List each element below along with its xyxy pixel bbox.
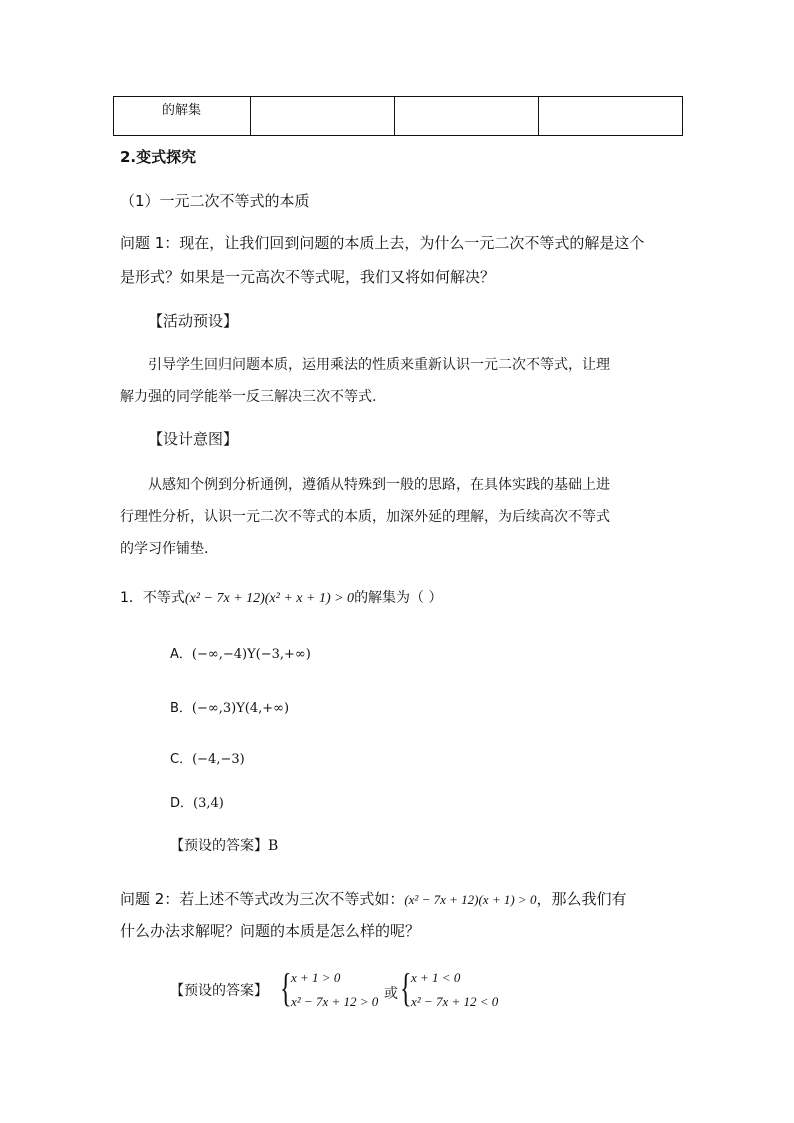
design-line-3: 的学习作铺垫.	[120, 541, 209, 557]
design-line-2: 行理性分析，认识一元二次不等式的本质，加深外延的理解，为后续高次不等式	[120, 509, 610, 525]
activity-line-1: 引导学生回归问题本质，运用乘法的性质来重新认识一元二次不等式，让理	[148, 357, 610, 373]
answer-1	[170, 835, 278, 855]
exercise-number: 1．	[120, 590, 143, 606]
table-cell	[251, 97, 395, 136]
design-heading: 【设计意图】	[148, 430, 239, 448]
table-cell	[114, 97, 251, 136]
activity-heading: 【活动预设】	[148, 312, 239, 330]
question-2-expression: (x² − 7x + 12)(x + 1) > 0	[404, 892, 537, 907]
table-cell	[539, 97, 683, 136]
option-text: (−4,−3)	[192, 752, 245, 767]
section-heading: 2.变式探究	[120, 148, 197, 166]
exercise-expression: (x² − 7x + 12)(x² + x + 1) > 0	[184, 591, 355, 606]
option-text: (3,4)	[193, 796, 224, 811]
system-1-line-1: x + 1 > 0	[291, 970, 341, 985]
exercise-1	[120, 587, 443, 607]
section-subheading: （1）一元二次不等式的本质	[120, 192, 310, 210]
or-connector: 或	[384, 986, 398, 1002]
answer-table	[113, 96, 683, 136]
option-b	[170, 697, 289, 716]
system-2-line-1: x + 1 < 0	[411, 970, 461, 985]
activity-line-2: 解力强的同学能举一反三解决三次不等式.	[120, 389, 377, 405]
design-line-1: 从感知个例到分析通例，遵循从特殊到一般的思路，在具体实践的基础上进	[148, 477, 610, 493]
system-brace-left: {	[280, 965, 292, 1010]
table-row	[114, 97, 683, 136]
system-brace-right: {	[400, 965, 412, 1010]
option-text: (−∞,3)Y(4,+∞)	[191, 701, 290, 716]
table-cell-label: 的解集	[162, 103, 202, 118]
option-letter: B．	[170, 701, 192, 716]
question-2-line-1	[120, 888, 626, 909]
question-2-suffix: ，那么我们有	[536, 890, 627, 908]
answer-value: B	[268, 838, 279, 854]
question-1-line-2: 是形式？如果是一元高次不等式呢，我们又将如何解决？	[120, 268, 496, 286]
answer-label: 【预设的答案】	[170, 838, 268, 854]
option-letter: C．	[170, 752, 193, 767]
exercise-prefix: 不等式	[142, 590, 185, 606]
option-letter: D．	[170, 796, 194, 811]
question-1-line-1: 问题 1：现在，让我们回到问题的本质上去，为什么一元二次不等式的解是这个	[120, 234, 645, 252]
system-2-line-2: x² − 7x + 12 < 0	[411, 994, 499, 1009]
exercise-suffix: 的解集为（ ）	[354, 590, 443, 606]
option-d	[170, 792, 224, 811]
option-a	[170, 643, 311, 662]
system-1-line-2: x² − 7x + 12 > 0	[291, 994, 379, 1009]
question-2-line-2: 什么办法求解呢？问题的本质是怎么样的呢？	[120, 922, 421, 940]
option-letter: A．	[170, 647, 192, 662]
table-cell	[395, 97, 539, 136]
option-text: (−∞,−4)Y(−3,+∞)	[191, 647, 311, 662]
answer-2-label: 【预设的答案】	[170, 983, 268, 999]
option-c	[170, 748, 245, 767]
question-2-prefix: 问题 2：若上述不等式改为三次不等式如：	[120, 890, 405, 908]
